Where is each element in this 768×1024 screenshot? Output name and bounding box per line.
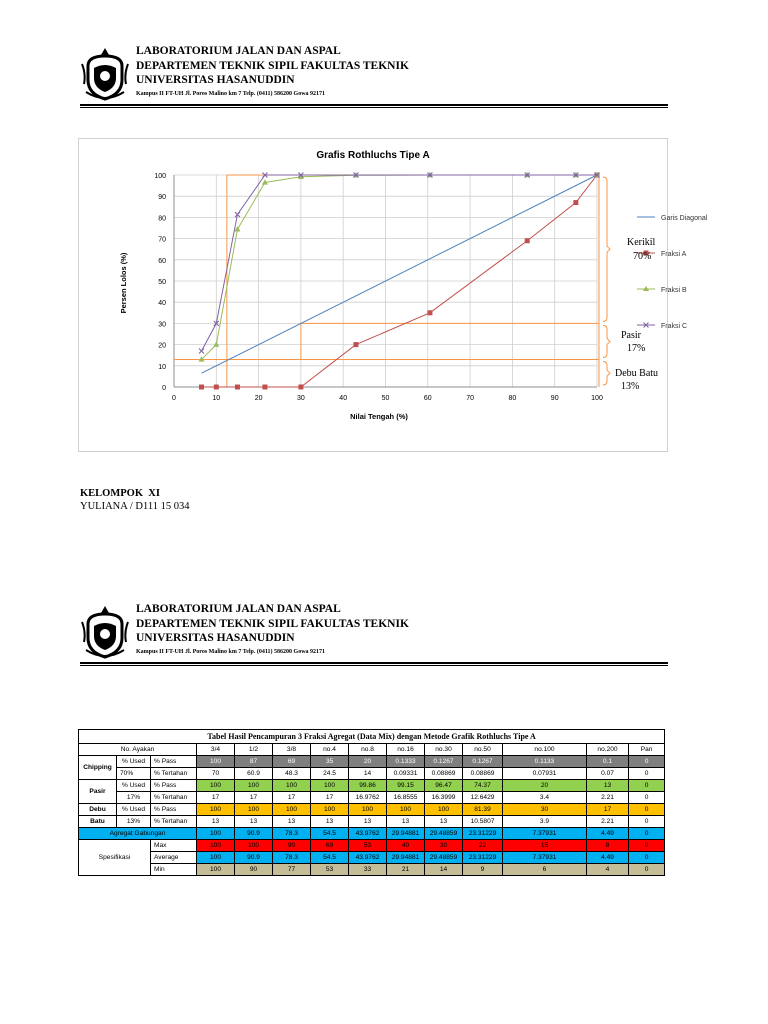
spec-max-value: 8	[587, 840, 629, 852]
pass-value: 0.1333	[387, 756, 425, 768]
tertahan-value: 13	[197, 816, 235, 828]
bracket	[603, 325, 610, 357]
table-row	[79, 730, 665, 744]
data-point-square	[573, 200, 578, 205]
group-name: Pasir	[79, 780, 117, 804]
group-name: Chipping	[79, 756, 117, 780]
pass-value: 0	[629, 804, 665, 816]
pass-value: 100	[273, 804, 311, 816]
y-tick-label: 100	[154, 173, 166, 180]
sieve-size: 3/8	[273, 744, 311, 756]
spec-min-value: 33	[349, 864, 387, 876]
gabungan-value: 78.3	[273, 828, 311, 840]
lab-name: LABORATORIUM JALAN DAN ASPAL	[136, 603, 341, 615]
tertahan-value: 0.07	[587, 768, 629, 780]
pass-value: 100	[273, 780, 311, 792]
spec-max-value: 30	[425, 840, 463, 852]
tertahan-value: 12.6429	[463, 792, 503, 804]
series-line-0	[201, 175, 597, 373]
data-point-square	[214, 385, 219, 390]
tertahan-value: 13	[235, 816, 273, 828]
used-label: % Used	[117, 804, 151, 816]
data-point-x	[199, 348, 204, 353]
spec-min-value: 53	[311, 864, 349, 876]
pass-value: 20	[503, 780, 587, 792]
mix-table-wrap	[78, 729, 664, 876]
tertahan-label: % Tertahan	[151, 792, 197, 804]
data-point-square	[199, 385, 204, 390]
tertahan-value: 0.08869	[463, 768, 503, 780]
spec-average-value: 100	[197, 852, 235, 864]
data-mix-table	[78, 729, 665, 876]
annotation-label: Kerikil	[627, 237, 656, 248]
used-label: % Used	[117, 756, 151, 768]
y-tick-label: 90	[158, 194, 166, 202]
x-tick-label: 0	[172, 395, 176, 402]
tertahan-value: 60.9	[235, 768, 273, 780]
gabungan-value: 54.5	[311, 828, 349, 840]
spec-average-value: 4.49	[587, 852, 629, 864]
spec-max-value: 40	[387, 840, 425, 852]
y-axis-label: Persen Lolos (%)	[119, 252, 128, 314]
spec-min-value: 9	[463, 864, 503, 876]
spec-max-value: 90	[273, 840, 311, 852]
pass-value: 74.37	[463, 780, 503, 792]
table-title: Tabel Hasil Pencampuran 3 Fraksi Agregat (Data Mix) dengan Metode Grafik Rothluchs Tipe A	[79, 730, 665, 744]
group-name: Batu	[79, 816, 117, 828]
letterhead-top	[80, 44, 670, 104]
gabungan-value: 29.48859	[425, 828, 463, 840]
data-point-square	[353, 342, 358, 347]
gabungan-value: 7.37931	[503, 828, 587, 840]
data-point-triangle	[213, 341, 219, 346]
tertahan-value: 17	[235, 792, 273, 804]
x-tick-label: 60	[423, 395, 432, 402]
bracket	[603, 361, 610, 385]
table-row	[79, 768, 665, 780]
tertahan-value: 14	[349, 768, 387, 780]
chart-svg	[79, 139, 708, 451]
header-rule	[80, 104, 668, 108]
pass-value: 99.86	[349, 780, 387, 792]
data-point-square	[298, 385, 303, 390]
legend-label: Fraksi B	[661, 287, 687, 294]
legend-label: Fraksi C	[661, 323, 688, 330]
x-tick-label: 10	[212, 395, 221, 402]
used-label: % Used	[117, 780, 151, 792]
tertahan-value: 13	[425, 816, 463, 828]
department-name: DEPARTEMEN TEKNIK SIPIL FAKULTAS TEKNIK	[136, 59, 409, 72]
address: Kampus II FT-UH Jl. Poros Malino km 7 Telp. (0411) 586200 Gowa 92171	[136, 648, 326, 655]
tertahan-value: 70	[197, 768, 235, 780]
spec-min-value: 77	[273, 864, 311, 876]
tertahan-value: 13	[273, 816, 311, 828]
pass-label: % Pass	[151, 804, 197, 816]
annotation-label: Pasir	[621, 330, 641, 341]
group-member: YULIANA / D111 15 034	[80, 501, 190, 512]
used-value: 70%	[117, 768, 151, 780]
y-tick-label: 60	[158, 257, 166, 265]
pass-value: 100	[197, 756, 235, 768]
pass-value: 17	[587, 804, 629, 816]
pass-value: 35	[311, 756, 349, 768]
spec-average-value: 7.37931	[503, 852, 587, 864]
letterhead-bottom	[80, 602, 670, 662]
pass-label: % Pass	[151, 780, 197, 792]
x-tick-label: 90	[550, 395, 559, 402]
x-tick-label: 20	[254, 395, 263, 402]
spec-min-value: 100	[197, 864, 235, 876]
lab-name: LABORATORIUM JALAN DAN ASPAL	[136, 45, 341, 57]
department-name: DEPARTEMEN TEKNIK SIPIL FAKULTAS TEKNIK	[136, 617, 409, 630]
sieve-size: no.4	[311, 744, 349, 756]
table-row	[79, 840, 665, 852]
y-tick-label: 30	[158, 321, 166, 329]
spec-average-value: 90.9	[235, 852, 273, 864]
sieve-size: no.30	[425, 744, 463, 756]
sieve-size: 1/2	[235, 744, 273, 756]
spec-max-value: 53	[349, 840, 387, 852]
legend-label: Fraksi A	[661, 251, 687, 258]
series-line-2	[201, 175, 597, 359]
gabungan-value: 4.49	[587, 828, 629, 840]
pass-value: 13	[587, 780, 629, 792]
spec-row-label: Max	[151, 840, 197, 852]
bracket	[603, 177, 610, 321]
gabungan-value: 29.94881	[387, 828, 425, 840]
university-logo-icon	[80, 44, 130, 102]
gabungan-value: 0	[629, 828, 665, 840]
tertahan-value: 0	[629, 792, 665, 804]
tertahan-value: 13	[349, 816, 387, 828]
y-tick-label: 10	[158, 363, 166, 371]
tertahan-value: 17	[197, 792, 235, 804]
chart-title: Grafis Rothluchs Tipe A	[316, 150, 430, 161]
pass-value: 100	[235, 780, 273, 792]
pass-value: 0	[629, 756, 665, 768]
sieve-size: no.50	[463, 744, 503, 756]
tertahan-value: 17	[311, 792, 349, 804]
x-axis-label: Nilai Tengah (%)	[350, 412, 408, 421]
sieve-size: no.16	[387, 744, 425, 756]
spec-min-value: 6	[503, 864, 587, 876]
used-value: 13%	[117, 816, 151, 828]
spec-average-value: 43.9762	[349, 852, 387, 864]
university-logo-icon	[80, 602, 130, 660]
pass-value: 100	[425, 804, 463, 816]
annotation-value: 17%	[627, 343, 646, 354]
gabungan-label: Agregat Gabungan	[79, 828, 197, 840]
data-point-square	[262, 385, 267, 390]
x-tick-label: 100	[591, 395, 603, 402]
pass-value: 100	[311, 780, 349, 792]
y-tick-label: 80	[158, 215, 166, 223]
spec-min-value: 0	[629, 864, 665, 876]
spec-average-value: 29.48859	[425, 852, 463, 864]
tertahan-label: % Tertahan	[151, 816, 197, 828]
y-tick-label: 50	[158, 279, 166, 286]
pass-value: 0.1267	[463, 756, 503, 768]
data-point-square	[427, 310, 432, 315]
sieve-size: no.200	[587, 744, 629, 756]
pass-value: 0	[629, 780, 665, 792]
tertahan-value: 13	[311, 816, 349, 828]
spec-max-value: 100	[197, 840, 235, 852]
tertahan-value: 0	[629, 768, 665, 780]
rothfuchs-chart	[78, 138, 708, 452]
series-line-3	[201, 175, 597, 351]
pass-value: 0.1133	[503, 756, 587, 768]
group-name: KELOMPOK XI	[80, 488, 160, 499]
annotation-value: 13%	[621, 381, 640, 392]
pass-value: 100	[197, 804, 235, 816]
table-row	[79, 852, 665, 864]
spec-average-value: 54.5	[311, 852, 349, 864]
tertahan-value: 2.21	[587, 792, 629, 804]
x-tick-label: 50	[381, 395, 390, 402]
tertahan-value: 0.08869	[425, 768, 463, 780]
tertahan-value: 48.3	[273, 768, 311, 780]
spec-min-value: 4	[587, 864, 629, 876]
tertahan-value: 3.4	[503, 792, 587, 804]
tertahan-value: 24.5	[311, 768, 349, 780]
pass-value: 81.39	[463, 804, 503, 816]
y-tick-label: 70	[158, 236, 166, 244]
gabungan-value: 23.31229	[463, 828, 503, 840]
spec-max-value: 0	[629, 840, 665, 852]
x-tick-label: 80	[508, 395, 517, 402]
tertahan-value: 0.07931	[503, 768, 587, 780]
spec-min-value: 90	[235, 864, 273, 876]
sieve-size: no.8	[349, 744, 387, 756]
table-row	[79, 804, 665, 816]
data-point-square	[235, 385, 240, 390]
tertahan-value: 10.5807	[463, 816, 503, 828]
tertahan-value: 17	[273, 792, 311, 804]
tertahan-label: % Tertahan	[151, 768, 197, 780]
sieve-size: no.100	[503, 744, 587, 756]
pass-value: 0.1267	[425, 756, 463, 768]
tertahan-value: 16.9762	[349, 792, 387, 804]
annotation-label: Debu Batu	[615, 368, 659, 379]
used-value: 17%	[117, 792, 151, 804]
y-tick-label: 40	[158, 300, 166, 308]
sieve-size: 3/4	[197, 744, 235, 756]
table-row	[79, 792, 665, 804]
university-name: UNIVERSITAS HASANUDDIN	[136, 74, 295, 86]
y-tick-label: 20	[158, 342, 166, 350]
header-rule	[80, 662, 668, 666]
spec-average-value: 23.31229	[463, 852, 503, 864]
pass-value: 87	[235, 756, 273, 768]
sieve-size: Pan	[629, 744, 665, 756]
pass-value: 30	[503, 804, 587, 816]
pass-value: 20	[349, 756, 387, 768]
tertahan-value: 2.21	[587, 816, 629, 828]
group-name: Debu	[79, 804, 117, 816]
gabungan-value: 100	[197, 828, 235, 840]
spec-average-value: 29.94881	[387, 852, 425, 864]
table-row	[79, 864, 665, 876]
pass-label: % Pass	[151, 756, 197, 768]
y-tick-label: 0	[162, 385, 166, 392]
university-name: UNIVERSITAS HASANUDDIN	[136, 632, 295, 644]
data-point-square	[525, 238, 530, 243]
table-row	[79, 816, 665, 828]
x-tick-label: 30	[297, 395, 305, 402]
gabungan-value: 90.9	[235, 828, 273, 840]
spec-min-value: 14	[425, 864, 463, 876]
tertahan-value: 0.09331	[387, 768, 425, 780]
spec-min-value: 21	[387, 864, 425, 876]
annotation-value: 70%	[633, 251, 652, 262]
spec-max-value: 15	[503, 840, 587, 852]
pass-value: 100	[197, 780, 235, 792]
spec-row-label: Average	[151, 852, 197, 864]
table-row	[79, 780, 665, 792]
tertahan-value: 16.8555	[387, 792, 425, 804]
pass-value: 100	[349, 804, 387, 816]
spec-row-label: Min	[151, 864, 197, 876]
spec-max-value: 22	[463, 840, 503, 852]
spec-label: Spesifikasi	[79, 840, 151, 876]
tertahan-value: 0	[629, 816, 665, 828]
legend-label: Garis Diagonal	[661, 215, 708, 222]
tertahan-value: 3.9	[503, 816, 587, 828]
table-row	[79, 744, 665, 756]
spec-average-value: 0	[629, 852, 665, 864]
x-tick-label: 70	[466, 395, 474, 402]
sieve-header: No. Ayakan	[79, 744, 197, 756]
x-tick-label: 40	[339, 395, 348, 402]
spec-average-value: 78.3	[273, 852, 311, 864]
spec-max-value: 100	[235, 840, 273, 852]
pass-value: 69	[273, 756, 311, 768]
spec-max-value: 69	[311, 840, 349, 852]
tertahan-value: 16.3999	[425, 792, 463, 804]
gabungan-value: 43.9762	[349, 828, 387, 840]
pass-value: 0.1	[587, 756, 629, 768]
address: Kampus II FT-UH Jl. Poros Malino km 7 Telp. (0411) 586200 Gowa 92171	[136, 90, 326, 97]
pass-value: 100	[311, 804, 349, 816]
pass-value: 100	[387, 804, 425, 816]
pass-value: 96.47	[425, 780, 463, 792]
table-row	[79, 756, 665, 768]
pass-value: 99.15	[387, 780, 425, 792]
pass-value: 100	[235, 804, 273, 816]
tertahan-value: 13	[387, 816, 425, 828]
table-row	[79, 828, 665, 840]
